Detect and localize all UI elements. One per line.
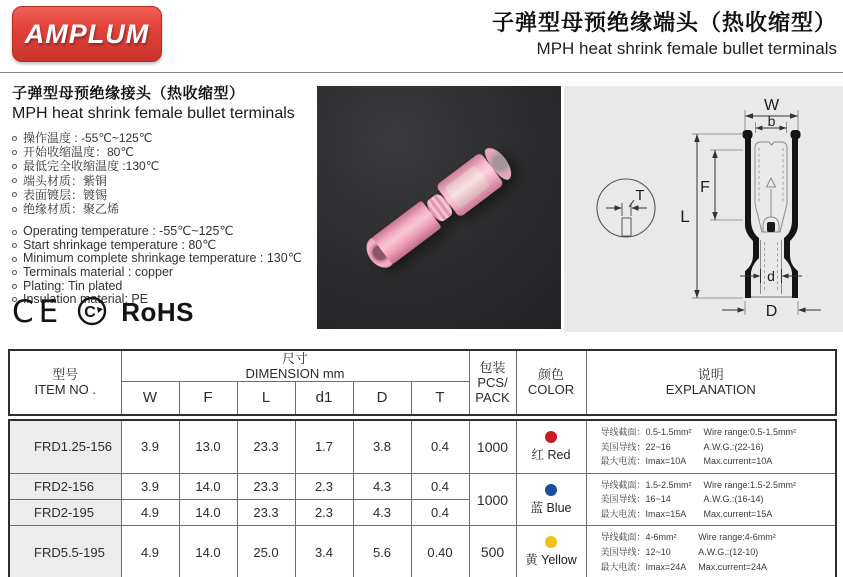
col-header-d: D bbox=[353, 382, 411, 415]
spec-item: 表面镀层：镀锡 bbox=[12, 188, 314, 202]
dim-label-f: F bbox=[700, 179, 710, 196]
product-heading-zh: 子弹型母预绝缘接头（热收缩型） bbox=[12, 85, 245, 102]
pcs-pack: 1000 bbox=[469, 473, 516, 526]
header-divider bbox=[0, 72, 843, 73]
page-title bbox=[492, 6, 837, 59]
spec-item: Plating: Tin plated bbox=[12, 280, 314, 294]
color-cell: 黄 Yellow bbox=[516, 526, 586, 577]
spec-item: 开始收缩温度：80℃ bbox=[12, 145, 314, 159]
col-header-l: L bbox=[237, 382, 295, 415]
product-spec-panel bbox=[12, 82, 314, 344]
color-cell: 红 Red bbox=[516, 420, 586, 473]
bullet-icon bbox=[12, 230, 17, 235]
table-row: FRD2-156 3.9 14.0 23.3 2.3 4.3 0.4 1000 蓝 Blue 导线截面：1.5-2.5mm² 美国导线：16~14 最大电流：Imax=15A Wire range:1.5-2.5mm² A.W.G.:(16-14) Max.current=15A bbox=[9, 473, 836, 499]
spec-item: Insulation material: PE bbox=[12, 293, 314, 307]
item-no: FRD2-156 bbox=[9, 473, 121, 499]
col-header-dimension: 尺寸 DIMENSION mm bbox=[121, 350, 469, 382]
brand-logo bbox=[12, 6, 162, 62]
dim-label-d: d bbox=[767, 268, 775, 284]
product-photo bbox=[317, 86, 561, 329]
pcs-pack: 500 bbox=[469, 526, 516, 577]
page-title-en: MPH heat shrink female bullet terminals bbox=[536, 39, 837, 58]
col-header-item: 型号 ITEM NO . bbox=[9, 350, 121, 415]
dimension-diagram bbox=[564, 86, 843, 332]
dim-label-t: T bbox=[635, 187, 645, 204]
item-no: FRD5.5-195 bbox=[9, 526, 121, 577]
ce-mark-icon: CE bbox=[12, 294, 64, 330]
bullet-icon bbox=[12, 284, 17, 289]
dim-label-w: W bbox=[763, 97, 780, 114]
spec-list-zh bbox=[12, 131, 314, 216]
bullet-icon bbox=[12, 136, 17, 141]
color-dot-blue bbox=[545, 484, 557, 496]
bullet-icon bbox=[12, 270, 17, 275]
explanation-cell: 导线截面：0.5-1.5mm² 美国导线：22~16 最大电流：Imax=10A Wire range:0.5-1.5mm² A.W.G.:(22-16) Max.current=10A bbox=[586, 420, 836, 473]
explanation-cell: 导线截面：1.5-2.5mm² 美国导线：16~14 最大电流：Imax=15A Wire range:1.5-2.5mm² A.W.G.:(16-14) Max.current=15A bbox=[586, 473, 836, 526]
bullet-icon bbox=[12, 150, 17, 155]
col-header-f: F bbox=[179, 382, 237, 415]
spec-item: Start shrinkage temperature : 80℃ bbox=[12, 239, 314, 253]
item-no: FRD2-195 bbox=[9, 500, 121, 526]
svg-text:C: C bbox=[84, 304, 97, 321]
col-header-pack: 包装 PCS/ PACK bbox=[469, 350, 516, 415]
spec-item: 操作温度 : -55℃~125℃ bbox=[12, 131, 314, 145]
product-heading-en: MPH heat shrink female bullet terminals bbox=[12, 105, 295, 122]
spec-item: Minimum complete shrinkage temperature : 130℃ bbox=[12, 252, 314, 266]
spec-item: 最低完全收缩温度 :130℃ bbox=[12, 159, 314, 173]
bullet-icon bbox=[12, 178, 17, 183]
col-header-explanation: 说明 EXPLANATION bbox=[586, 350, 836, 415]
spec-item: 端头材质：紫铜 bbox=[12, 174, 314, 188]
col-header-t: T bbox=[411, 382, 469, 415]
page-title-zh: 子弹型母预绝缘端头（热收缩型） bbox=[491, 10, 837, 35]
explanation-cell: 导线截面：4-6mm² 美国导线：12~10 最大电流：Imax=24A Wire range:4-6mm² A.W.G.:(12-10) Max.current=24A bbox=[586, 526, 836, 577]
spec-item: 绝缘材质：聚乙烯 bbox=[12, 202, 314, 216]
spec-item: Terminals material : copper bbox=[12, 266, 314, 280]
bullet-icon bbox=[12, 207, 17, 212]
dim-label-l: L bbox=[680, 207, 690, 226]
bullet-icon bbox=[12, 243, 17, 248]
bullet-icon bbox=[12, 257, 17, 262]
dim-label-b: b bbox=[767, 113, 776, 129]
table-row: FRD1.25-156 3.9 13.0 23.3 1.7 3.8 0.4 1000 红 Red 导线截面：0.5-1.5mm² 美国导线：22~16 最大电流：Imax=10A Wire range:0.5-1.5mm² A.W.G.:(22-16) Max.current=10A bbox=[9, 420, 836, 473]
color-cell: 蓝 Blue bbox=[516, 473, 586, 526]
spec-table-body bbox=[8, 419, 837, 577]
rohs-mark: RoHS bbox=[121, 296, 195, 327]
dim-label-big-d: D bbox=[765, 303, 778, 320]
brand-logo-text: AMPLUM bbox=[24, 18, 150, 49]
col-header-d1: d1 bbox=[295, 382, 353, 415]
certification-circle-icon bbox=[75, 295, 109, 329]
certification-marks bbox=[12, 294, 194, 330]
spec-table-header bbox=[8, 349, 837, 416]
col-header-color: 颜色 COLOR bbox=[516, 350, 586, 415]
color-dot-red bbox=[545, 431, 557, 443]
pcs-pack: 1000 bbox=[469, 420, 516, 473]
bullet-icon bbox=[12, 164, 17, 169]
table-row: FRD5.5-195 4.9 14.0 25.0 3.4 5.6 0.40 500 黄 Yellow 导线截面：4-6mm² 美国导线：12~10 最大电流：Imax=24A Wire range:4-6mm² A.W.G.:(12-10) Max.current=24A bbox=[9, 526, 836, 577]
col-header-w: W bbox=[121, 382, 179, 415]
color-dot-yellow bbox=[545, 536, 557, 548]
bullet-icon bbox=[12, 192, 17, 197]
table-row: FRD2-195 4.9 14.0 23.3 2.3 4.3 0.4 bbox=[9, 500, 836, 526]
spec-item: Operating temperature : -55℃~125℃ bbox=[12, 225, 314, 239]
product-photo-terminal bbox=[359, 136, 525, 275]
item-no: FRD1.25-156 bbox=[9, 420, 121, 473]
